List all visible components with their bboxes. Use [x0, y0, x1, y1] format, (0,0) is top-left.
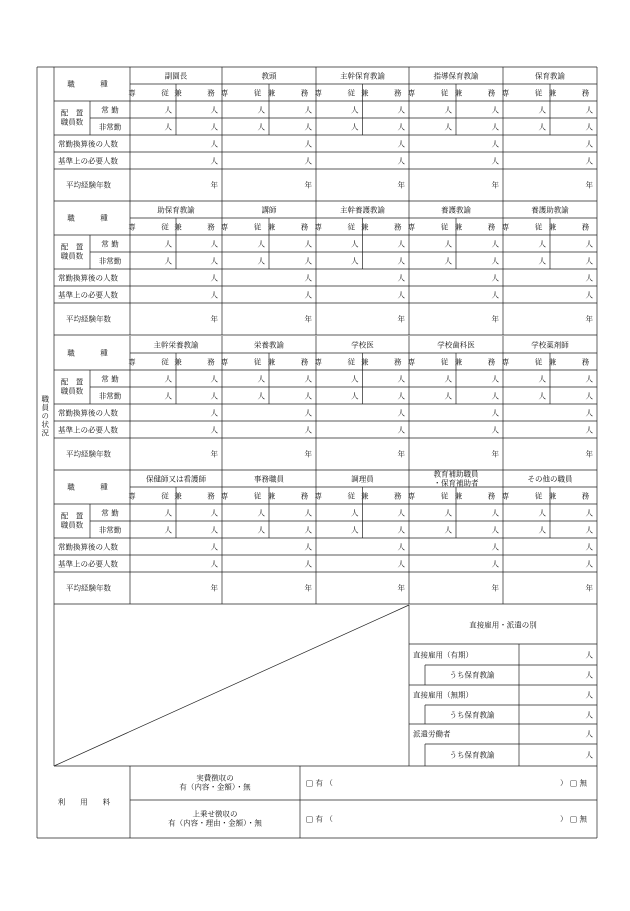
- job-title: 栄養教諭: [254, 339, 284, 349]
- heikin-label: 平均経験年数: [66, 180, 111, 190]
- employment-sub-label: うち保育教諭: [449, 670, 495, 680]
- kijun-unit: 人: [210, 558, 218, 568]
- kijun-unit: 人: [491, 424, 499, 434]
- senju-unit: 人: [351, 255, 359, 265]
- senju-header: 専 従: [314, 490, 364, 500]
- kennmu-unit: 人: [304, 390, 312, 400]
- diagonal-slash: [54, 605, 409, 766]
- kansango-unit: 人: [585, 541, 593, 551]
- senju-header: 専 従: [314, 221, 364, 231]
- kennmu-unit: 人: [585, 390, 593, 400]
- senju-unit: 人: [257, 255, 265, 265]
- kansango-unit: 人: [210, 272, 218, 282]
- kijun-label: 基準上の必要人数: [58, 558, 118, 568]
- senju-header: 専 従: [314, 356, 364, 366]
- haichi-label: 配 置 職員数: [60, 108, 84, 127]
- kennmu-unit: 人: [210, 238, 218, 248]
- kennmu-unit: 人: [585, 238, 593, 248]
- kennmu-unit: 人: [491, 255, 499, 265]
- employment-unit: 人: [585, 709, 593, 719]
- kennmu-header: 兼 務: [174, 356, 224, 366]
- kennmu-unit: 人: [397, 121, 405, 131]
- job-title: 講師: [261, 204, 277, 214]
- kennmu-header: 兼 務: [361, 221, 411, 231]
- employment-unit: 人: [585, 750, 593, 760]
- senju-unit: 人: [538, 255, 546, 265]
- employment-sub-label: うち保育教諭: [449, 709, 495, 719]
- job-title: 養護教諭: [441, 204, 471, 214]
- kijun-unit: 人: [397, 558, 405, 568]
- heikin-unit: 年: [491, 314, 499, 324]
- senju-unit: 人: [164, 121, 172, 131]
- kennmu-header: 兼 務: [548, 221, 599, 231]
- senju-header: 専 従: [128, 356, 178, 366]
- kennmu-unit: 人: [585, 373, 593, 383]
- kennmu-unit: 人: [585, 507, 593, 517]
- kijun-label: 基準上の必要人数: [58, 424, 118, 434]
- employment-unit: 人: [585, 729, 593, 739]
- kijun-unit: 人: [585, 289, 593, 299]
- kennmu-unit: 人: [210, 373, 218, 383]
- kansango-label: 常勤換算後の人数: [58, 272, 118, 282]
- kansango-label: 常勤換算後の人数: [58, 541, 118, 551]
- heikin-unit: 年: [397, 449, 405, 459]
- senju-header: 専 従: [220, 356, 271, 366]
- kennmu-unit: 人: [397, 238, 405, 248]
- job-title: 主幹養護教諭: [340, 204, 385, 214]
- senju-unit: 人: [257, 104, 265, 114]
- senju-unit: 人: [257, 390, 265, 400]
- senju-unit: 人: [257, 373, 265, 383]
- shokushu-label: 職 種: [67, 348, 117, 358]
- heikin-label: 平均経験年数: [66, 449, 111, 459]
- kennmu-unit: 人: [397, 507, 405, 517]
- kansango-unit: 人: [397, 272, 405, 282]
- senju-unit: 人: [538, 507, 546, 517]
- senju-header: 専 従: [501, 221, 552, 231]
- kansango-unit: 人: [210, 407, 218, 417]
- employment-header: 直接雇用・派遣の別: [469, 619, 537, 629]
- shokushu-label: 職 種: [67, 482, 117, 492]
- kennmu-unit: 人: [304, 373, 312, 383]
- kansango-unit: 人: [210, 541, 218, 551]
- employment-label: 直接雇用（有期）: [413, 649, 473, 659]
- kansango-unit: 人: [585, 138, 593, 148]
- senju-unit: 人: [444, 121, 452, 131]
- fees-no-option: □ 無: [570, 814, 587, 824]
- senju-unit: 人: [164, 524, 172, 534]
- kennmu-header: 兼 務: [174, 221, 224, 231]
- senju-unit: 人: [351, 524, 359, 534]
- senju-unit: 人: [257, 507, 265, 517]
- kennmu-header: 兼 務: [267, 490, 318, 500]
- shokushu-label: 職 種: [67, 79, 117, 89]
- heikin-unit: 年: [304, 180, 312, 190]
- kennmu-header: 兼 務: [361, 356, 411, 366]
- jokin-label: 常 勤: [101, 507, 119, 517]
- hijokin-label: 非常勤: [98, 524, 122, 534]
- heikin-unit: 年: [491, 180, 499, 190]
- jokin-label: 常 勤: [101, 104, 119, 114]
- kijun-unit: 人: [397, 424, 405, 434]
- kennmu-unit: 人: [397, 255, 405, 265]
- kijun-unit: 人: [210, 424, 218, 434]
- senju-header: 専 従: [128, 221, 178, 231]
- fees-no-option: □ 無: [570, 778, 587, 788]
- heikin-unit: 年: [397, 180, 405, 190]
- heikin-unit: 年: [304, 583, 312, 593]
- kennmu-unit: 人: [585, 104, 593, 114]
- senju-unit: 人: [444, 255, 452, 265]
- heikin-unit: 年: [210, 449, 218, 459]
- senju-header: 専 従: [220, 221, 271, 231]
- fees-title: 利 用 料: [57, 797, 111, 807]
- kansango-unit: 人: [304, 272, 312, 282]
- senju-unit: 人: [257, 238, 265, 248]
- senju-unit: 人: [538, 104, 546, 114]
- kennmu-header: 兼 務: [267, 356, 318, 366]
- kijun-unit: 人: [585, 558, 593, 568]
- senju-unit: 人: [444, 390, 452, 400]
- job-title: 学校歯科医: [437, 339, 475, 349]
- kansango-label: 常勤換算後の人数: [58, 407, 118, 417]
- fees-close-paren: ）: [560, 778, 568, 788]
- kijun-unit: 人: [585, 155, 593, 165]
- hijokin-label: 非常勤: [98, 121, 122, 131]
- senju-unit: 人: [351, 121, 359, 131]
- senju-unit: 人: [538, 121, 546, 131]
- senju-header: 専 従: [407, 221, 458, 231]
- kijun-unit: 人: [491, 558, 499, 568]
- job-title: 教育補助職員 ・保育補助者: [433, 469, 479, 488]
- kennmu-header: 兼 務: [454, 87, 505, 97]
- employment-unit: 人: [585, 649, 593, 659]
- kijun-unit: 人: [491, 155, 499, 165]
- kijun-unit: 人: [304, 558, 312, 568]
- senju-unit: 人: [257, 524, 265, 534]
- kijun-unit: 人: [397, 289, 405, 299]
- heikin-label: 平均経験年数: [66, 583, 111, 593]
- heikin-unit: 年: [585, 180, 593, 190]
- kansango-unit: 人: [397, 138, 405, 148]
- kennmu-header: 兼 務: [548, 356, 599, 366]
- kansango-unit: 人: [491, 272, 499, 282]
- kansango-unit: 人: [585, 407, 593, 417]
- shokushu-label: 職 種: [67, 213, 117, 223]
- senju-unit: 人: [444, 524, 452, 534]
- haichi-label: 配 置 職員数: [60, 511, 84, 530]
- senju-unit: 人: [538, 390, 546, 400]
- job-title: 養護助教諭: [531, 204, 569, 214]
- kennmu-unit: 人: [397, 373, 405, 383]
- kennmu-unit: 人: [585, 255, 593, 265]
- fees-close-paren: ）: [560, 814, 568, 824]
- senju-header: 専 従: [501, 490, 552, 500]
- job-title: 指導保育教諭: [433, 70, 479, 80]
- job-title: その他の職員: [527, 473, 573, 483]
- kennmu-unit: 人: [210, 121, 218, 131]
- heikin-unit: 年: [397, 583, 405, 593]
- kennmu-unit: 人: [397, 524, 405, 534]
- senju-unit: 人: [444, 507, 452, 517]
- employment-label: 派遣労働者: [413, 729, 451, 739]
- senju-header: 専 従: [128, 87, 178, 97]
- kennmu-unit: 人: [304, 104, 312, 114]
- senju-header: 専 従: [407, 356, 458, 366]
- senju-unit: 人: [351, 390, 359, 400]
- kennmu-header: 兼 務: [267, 87, 318, 97]
- senju-header: 専 従: [501, 356, 552, 366]
- kennmu-unit: 人: [210, 104, 218, 114]
- senju-unit: 人: [164, 255, 172, 265]
- senju-header: 専 従: [314, 87, 364, 97]
- kansango-unit: 人: [304, 138, 312, 148]
- kennmu-header: 兼 務: [454, 490, 505, 500]
- kennmu-unit: 人: [585, 121, 593, 131]
- kansango-unit: 人: [491, 407, 499, 417]
- senju-unit: 人: [164, 507, 172, 517]
- kennmu-unit: 人: [304, 121, 312, 131]
- job-title: 学校医: [351, 339, 374, 349]
- kennmu-unit: 人: [210, 390, 218, 400]
- kansango-label: 常勤換算後の人数: [58, 138, 118, 148]
- kijun-unit: 人: [585, 424, 593, 434]
- kennmu-unit: 人: [210, 255, 218, 265]
- kijun-unit: 人: [304, 155, 312, 165]
- employment-sub-label: うち保育教諭: [449, 750, 495, 760]
- kennmu-header: 兼 務: [361, 87, 411, 97]
- heikin-unit: 年: [397, 314, 405, 324]
- kennmu-header: 兼 務: [548, 87, 599, 97]
- heikin-unit: 年: [210, 180, 218, 190]
- kansango-unit: 人: [397, 541, 405, 551]
- senju-unit: 人: [538, 373, 546, 383]
- heikin-unit: 年: [585, 583, 593, 593]
- senju-unit: 人: [164, 238, 172, 248]
- senju-unit: 人: [444, 104, 452, 114]
- kennmu-unit: 人: [491, 121, 499, 131]
- jokin-label: 常 勤: [101, 238, 119, 248]
- kennmu-unit: 人: [210, 507, 218, 517]
- senju-unit: 人: [444, 373, 452, 383]
- fees-row-label: 実費徴収の 有（内容・金額）・無: [179, 773, 251, 792]
- kennmu-unit: 人: [304, 255, 312, 265]
- kansango-unit: 人: [491, 138, 499, 148]
- kennmu-unit: 人: [585, 524, 593, 534]
- kijun-unit: 人: [397, 155, 405, 165]
- kansango-unit: 人: [585, 272, 593, 282]
- senju-unit: 人: [257, 121, 265, 131]
- job-title: 主幹栄養教諭: [153, 339, 199, 349]
- job-title: 教頭: [261, 70, 277, 80]
- job-title: 調理員: [351, 473, 374, 483]
- kennmu-header: 兼 務: [361, 490, 411, 500]
- kansango-unit: 人: [210, 138, 218, 148]
- job-title: 保育教諭: [535, 70, 565, 80]
- kennmu-header: 兼 務: [267, 221, 318, 231]
- kennmu-unit: 人: [304, 524, 312, 534]
- job-title: 主幹保育教諭: [340, 70, 385, 80]
- heikin-label: 平均経験年数: [66, 314, 111, 324]
- senju-unit: 人: [538, 238, 546, 248]
- hijokin-label: 非常勤: [98, 390, 122, 400]
- kennmu-unit: 人: [491, 104, 499, 114]
- kansango-unit: 人: [491, 541, 499, 551]
- job-title: 学校薬剤師: [531, 339, 569, 349]
- kansango-unit: 人: [304, 541, 312, 551]
- heikin-unit: 年: [585, 449, 593, 459]
- senju-unit: 人: [351, 104, 359, 114]
- kijun-unit: 人: [491, 289, 499, 299]
- staff-status-side-label: 職員の状況: [40, 394, 50, 438]
- kennmu-unit: 人: [491, 390, 499, 400]
- job-title: 保健師又は看護師: [146, 473, 206, 483]
- job-title: 助保育教諭: [157, 204, 195, 214]
- senju-unit: 人: [164, 373, 172, 383]
- heikin-unit: 年: [585, 314, 593, 324]
- kennmu-unit: 人: [491, 373, 499, 383]
- fees-row-label: 上乗せ徴収の 有（内容・理由・金額）・無: [168, 809, 262, 828]
- kennmu-header: 兼 務: [174, 490, 224, 500]
- kennmu-unit: 人: [210, 524, 218, 534]
- heikin-unit: 年: [210, 583, 218, 593]
- kijun-unit: 人: [210, 155, 218, 165]
- kansango-unit: 人: [304, 407, 312, 417]
- senju-unit: 人: [351, 373, 359, 383]
- kijun-label: 基準上の必要人数: [58, 289, 118, 299]
- senju-header: 専 従: [407, 490, 458, 500]
- kijun-unit: 人: [304, 424, 312, 434]
- kennmu-unit: 人: [491, 507, 499, 517]
- jokin-label: 常 勤: [101, 373, 119, 383]
- employment-unit: 人: [585, 670, 593, 680]
- senju-unit: 人: [351, 507, 359, 517]
- fees-yes-option: □ 有 （: [306, 778, 333, 788]
- kennmu-unit: 人: [304, 507, 312, 517]
- kijun-unit: 人: [210, 289, 218, 299]
- kennmu-unit: 人: [304, 238, 312, 248]
- heikin-unit: 年: [304, 314, 312, 324]
- kijun-label: 基準上の必要人数: [58, 155, 118, 165]
- senju-unit: 人: [351, 238, 359, 248]
- haichi-label: 配 置 職員数: [60, 377, 84, 396]
- senju-unit: 人: [164, 390, 172, 400]
- senju-header: 専 従: [220, 87, 271, 97]
- kennmu-header: 兼 務: [454, 221, 505, 231]
- job-title: 事務職員: [254, 473, 284, 483]
- senju-header: 専 従: [501, 87, 552, 97]
- heikin-unit: 年: [210, 314, 218, 324]
- kennmu-unit: 人: [397, 104, 405, 114]
- heikin-unit: 年: [491, 449, 499, 459]
- kijun-unit: 人: [304, 289, 312, 299]
- senju-header: 専 従: [407, 87, 458, 97]
- senju-unit: 人: [538, 524, 546, 534]
- job-title: 副園長: [164, 70, 188, 80]
- kennmu-unit: 人: [491, 524, 499, 534]
- senju-header: 専 従: [220, 490, 271, 500]
- senju-unit: 人: [164, 104, 172, 114]
- fees-yes-option: □ 有 （: [306, 814, 333, 824]
- senju-unit: 人: [444, 238, 452, 248]
- kennmu-header: 兼 務: [454, 356, 505, 366]
- haichi-label: 配 置 職員数: [60, 242, 84, 261]
- heikin-unit: 年: [304, 449, 312, 459]
- kennmu-unit: 人: [491, 238, 499, 248]
- heikin-unit: 年: [491, 583, 499, 593]
- employment-label: 直接雇用（無期）: [413, 690, 473, 700]
- hijokin-label: 非常勤: [98, 255, 122, 265]
- senju-header: 専 従: [128, 490, 178, 500]
- kansango-unit: 人: [397, 407, 405, 417]
- kennmu-unit: 人: [397, 390, 405, 400]
- kennmu-header: 兼 務: [548, 490, 599, 500]
- kennmu-header: 兼 務: [174, 87, 224, 97]
- employment-unit: 人: [585, 690, 593, 700]
